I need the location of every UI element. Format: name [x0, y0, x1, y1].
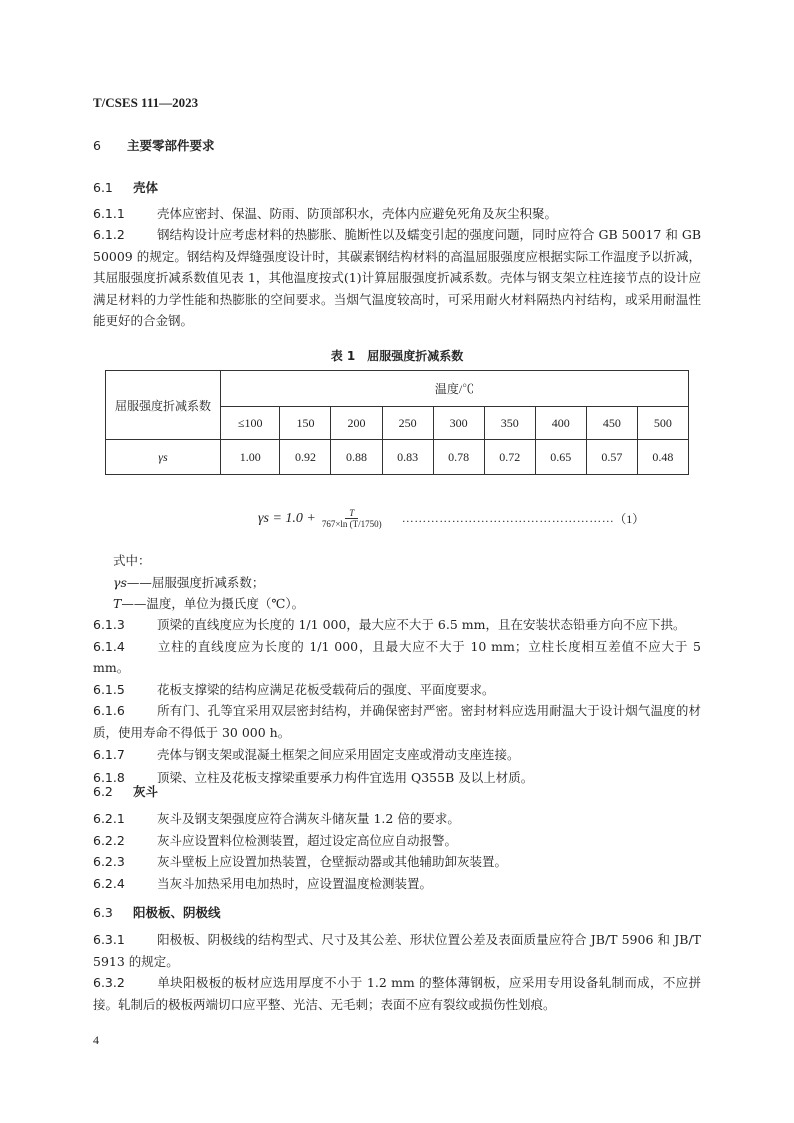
clause [93, 636, 701, 679]
value-cell: 0.48 [637, 440, 688, 475]
formula-fraction [322, 508, 382, 529]
where-title: 式中： [113, 553, 151, 568]
section-heading-6-3 [93, 903, 221, 921]
value-cell: 1.00 [221, 440, 280, 475]
formula-1 [258, 508, 644, 529]
formula-lhs: γs = 1.0 + [258, 510, 316, 526]
temperature-cell: 450 [586, 407, 637, 440]
value-cell: 0.57 [586, 440, 637, 475]
value-cell: 0.65 [535, 440, 586, 475]
clause-number: 6.1.8 [93, 769, 125, 785]
value-cell: 0.78 [433, 440, 484, 475]
clause [93, 830, 701, 852]
reduction-factor-table [105, 370, 689, 475]
clause [93, 851, 701, 873]
section-title: 灰斗 [133, 784, 159, 799]
clause-number: 6.1.2 [93, 227, 125, 242]
clause-text: 立柱的直线度应为长度的 1/1 000，且最大应不大于 10 mm；立柱长度相互差值不应大于 5 mm。 [93, 638, 701, 675]
clause-number: 6.1.1 [93, 206, 125, 221]
section-heading-6 [93, 136, 215, 154]
page-number: 4 [93, 1033, 99, 1047]
clause-text: 灰斗及钢支架强度应符合满灰斗储灰量 1.2 倍的要求。 [157, 811, 460, 826]
clause [93, 808, 701, 830]
section-title: 阳极板、阴极线 [133, 905, 221, 920]
section-number: 6 [93, 138, 101, 153]
clause-text: 顶梁的直线度应为长度的 1/1 000，最大应不大于 6.5 mm，且在安装状态铅垂方向不应下拱。 [157, 617, 686, 632]
where-block [113, 550, 304, 615]
clause-text: 顶梁、立柱及花板支撑梁重要承力构件宜选用 Q355B 及以上材质。 [157, 769, 534, 785]
clause [93, 767, 701, 789]
numerator: T [345, 508, 358, 519]
clause [93, 744, 701, 766]
definition: ——屈服强度折减系数； [126, 574, 265, 590]
row-header: 屈服强度折减系数 [106, 371, 221, 440]
clause-number: 6.3.1 [93, 932, 125, 947]
clause-6-1-1 [93, 203, 701, 225]
clause-text: 当灰斗加热采用电加热时，应设置温度检测装置。 [157, 875, 433, 891]
clause-number: 6.1.7 [93, 747, 125, 762]
clause-text: 灰斗应设置料位检测装置，超过设定高位应自动报警。 [157, 832, 458, 848]
clause-text: 阳极板、阴极线的结构型式、尺寸及其公差、形状位置公差及表面质量应符合 JB/T 5906 和 JB/T 5913 的规定。 [93, 932, 701, 969]
section-heading-6-1 [93, 178, 158, 196]
temperature-header: 温度/℃ [221, 371, 689, 407]
clause [93, 972, 701, 1015]
clause-text: 壳体应密封、保温、防雨、防顶部积水，壳体内应避免死角及灰尘积聚。 [157, 206, 558, 221]
section-number: 6.2 [93, 784, 113, 799]
clause-text: 单块阳极板的板材应选用厚度不小于 1.2 mm 的整体薄钢板，应采用专用设备轧制而成，不应拼接。轧制后的极板两端切口应平整、光洁、无毛刺；表面不应有裂纹或损伤性划痕。 [93, 975, 701, 1012]
clause-number: 6.2.4 [93, 875, 125, 891]
clause-number: 6.1.6 [93, 703, 125, 718]
value-cell: 0.83 [382, 440, 433, 475]
section-number: 6.1 [93, 180, 113, 195]
value-cell: 0.88 [331, 440, 382, 475]
standard-code-header: T/CSES 111—2023 [93, 95, 199, 110]
clauses-6-1-3-to-6-1-8 [93, 614, 701, 788]
value-cell: 0.92 [280, 440, 331, 475]
temperature-cell: 400 [535, 407, 586, 440]
temperature-cell: 300 [433, 407, 484, 440]
clauses-6-3 [93, 929, 701, 1015]
symbol-cell: γs [106, 440, 221, 475]
table-title: 表 1 屈服强度折减系数 [330, 349, 464, 363]
clause-number: 6.3.2 [93, 975, 125, 990]
clauses-6-2 [93, 808, 701, 894]
clause-text: 所有门、孔等宜采用双层密封结构，并确保密封严密。密封材料应选用耐温大于设计烟气温度的材质，使用寿命不得低于 30 000 h。 [93, 703, 701, 740]
section-title: 壳体 [133, 180, 159, 195]
clause-text: 壳体与钢支架或混凝土框架之间应采用固定支座或滑动支座连接。 [157, 747, 520, 762]
clause-text: 灰斗壁板上应设置加热装置，仓壁振动器或其他辅助卸灰装置。 [157, 854, 508, 869]
clause-number: 6.1.5 [93, 681, 125, 697]
value-cell: 0.72 [484, 440, 535, 475]
temperature-cell: 500 [637, 407, 688, 440]
symbol: T [113, 596, 122, 611]
clause [93, 614, 701, 636]
clause-number: 6.1.3 [93, 617, 125, 632]
clause-number: 6.2.3 [93, 854, 125, 869]
section-number: 6.3 [93, 905, 113, 920]
temperature-cell: 200 [331, 407, 382, 440]
temperature-cell: ≤100 [221, 407, 280, 440]
clause-number: 6.2.2 [93, 832, 125, 848]
temperature-cell: 150 [280, 407, 331, 440]
formula-label: （1） [614, 512, 645, 526]
denominator: 767×ln (T/1750) [321, 519, 382, 529]
temperature-cell: 350 [484, 407, 535, 440]
clause [93, 700, 701, 743]
clause-text: 花板支撑梁的结构应满足花板受载荷后的强度、平面度要求。 [157, 681, 495, 697]
clause [93, 929, 701, 972]
clause-6-1-2 [93, 224, 701, 332]
clause-number: 6.1.4 [93, 638, 125, 654]
clause-number: 6.2.1 [93, 811, 125, 826]
leader-dots: …………………………………………… [401, 511, 615, 525]
clause-text: 钢结构设计应考虑材料的热膨胀、脆断性以及蠕变引起的强度问题，同时应符合 GB 50017 和 GB 50009 的规定。钢结构及焊缝强度设计时，其碳素钢结构材料的高温屈服强度应根据实际工作温度予以折减，其屈服强度折减系数值见表 1，其他温度按式(1)计算屈服强度折减系数。壳体与钢支架立柱连接节点的设计应满足材料的力学性能和热膨胀的空间要求。当烟气温度较高时，可采用耐火材料隔热内衬结构，或采用耐温性能更好的合金钢。 [93, 227, 702, 328]
section-title: 主要零部件要求 [127, 138, 215, 153]
clause [93, 873, 701, 895]
clause [93, 679, 701, 701]
definition: ——温度，单位为摄氏度（℃）。 [121, 596, 305, 611]
temperature-cell: 250 [382, 407, 433, 440]
section-heading-6-2 [93, 782, 158, 800]
symbol: γs [113, 574, 127, 590]
